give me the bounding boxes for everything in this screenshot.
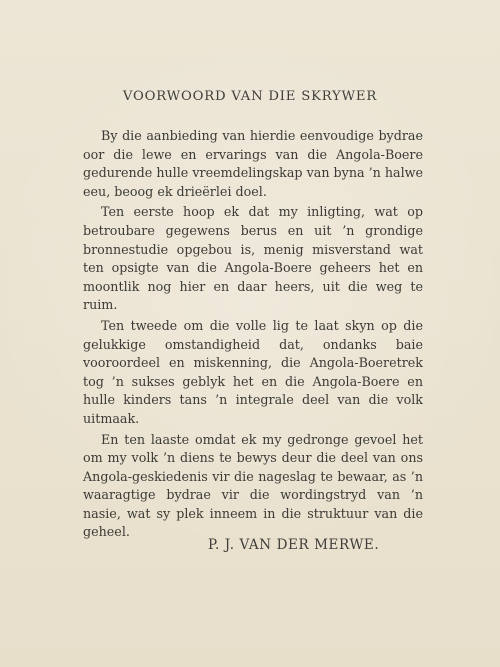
paragraph-2: Ten eerste hoop ek dat my inligting, wat op betroubare gegewens berus en uit ’n grondige bronnestudie opgebou is, menig misverstand wat ten opsigte van die Angola-Boere geheers het en moontlik nog hier en daar heers, uit die weg te ruim. <box>83 204 423 313</box>
paragraph-4: En ten laaste omdat ek my gedronge gevoel het om my volk ’n diens te bewys deur die deel van ons Angola-geskiedenis vir die nageslag te bewaar, as ’n waaragtige bydrae vir die wordingstryd van ’n nasie, wat sy plek inneem in die struktuur van die geheel. <box>83 431 423 540</box>
preface-body <box>83 127 423 544</box>
page-title: VOORWOORD VAN DIE SKRYWER <box>122 89 378 104</box>
paragraph-1: By die aanbieding van hierdie eenvoudige bydrae oor die lewe en ervarings van die Angola-Boere gedurende hulle vreemdelingskap van byna ’n halwe eeu, beoog ek drieërlei doel. <box>83 128 423 199</box>
paragraph-3: Ten tweede om die volle lig te laat skyn op die gelukkige omstandigheid dat, ondanks baie vooroordeel en miskenning, die Angola-Boeretrek tog ’n sukses geblyk het en die Angola-Boere en hulle kinders tans ’n integrale deel van die volk uitmaak. <box>83 317 423 426</box>
author-signature: P. J. VAN DER MERWE. <box>208 537 380 553</box>
